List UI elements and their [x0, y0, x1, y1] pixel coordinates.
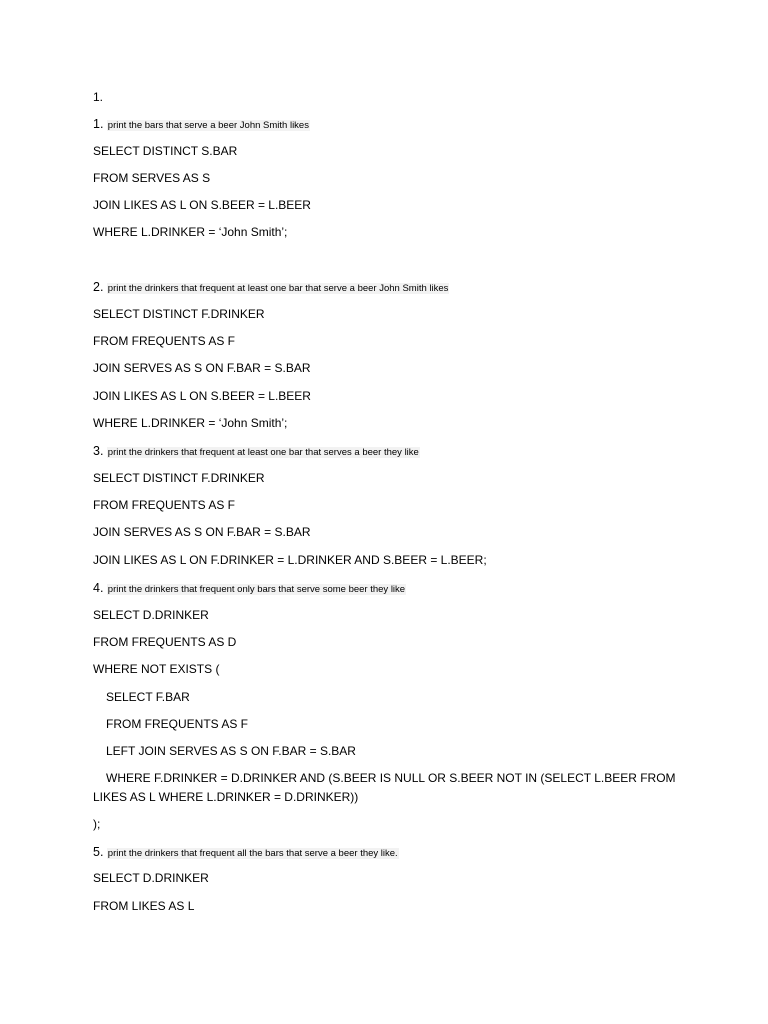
- question-number: 3.: [93, 444, 104, 458]
- question-line: [93, 843, 673, 863]
- question-line: [93, 115, 673, 135]
- sql-line: JOIN SERVES AS S ON F.BAR = S.BAR: [93, 525, 311, 539]
- sql-line: FROM FREQUENTS AS F: [93, 498, 236, 512]
- sql-line: JOIN LIKES AS L ON S.BEER = L.BEER: [93, 389, 311, 403]
- question-number: 4.: [93, 581, 104, 595]
- sql-line: FROM LIKES AS L: [93, 899, 195, 913]
- question-text: print the drinkers that frequent at least one bar that serve a beer John Smith likes: [107, 283, 449, 294]
- question-text: print the drinkers that frequent all the bars that serve a beer they like.: [107, 848, 398, 859]
- sql-line: WHERE L.DRINKER = ‘John Smith’;: [93, 225, 288, 239]
- sql-line: 1.: [93, 90, 104, 104]
- sql-line: FROM FREQUENTS AS F: [106, 717, 249, 731]
- sql-line: WHERE NOT EXISTS (: [93, 662, 220, 676]
- question-line: [93, 442, 673, 462]
- sql-line: LIKES AS L WHERE L.DRINKER = D.DRINKER)): [93, 790, 359, 804]
- sql-line: JOIN SERVES AS S ON F.BAR = S.BAR: [93, 361, 311, 375]
- question-number: 1.: [93, 117, 104, 131]
- question-text: print the bars that serve a beer John Smith likes: [107, 120, 309, 131]
- question-number: 2.: [93, 280, 104, 294]
- sql-line: WHERE L.DRINKER = ‘John Smith’;: [93, 416, 288, 430]
- question-number: 5.: [93, 845, 104, 859]
- sql-line: SELECT D.DRINKER: [93, 871, 209, 885]
- sql-line: FROM FREQUENTS AS F: [93, 334, 236, 348]
- sql-line: WHERE F.DRINKER = D.DRINKER AND (S.BEER IS NULL OR S.BEER NOT IN (SELECT L.BEER FROM: [106, 771, 676, 785]
- sql-line: FROM SERVES AS S: [93, 171, 211, 185]
- sql-line: JOIN LIKES AS L ON F.DRINKER = L.DRINKER AND S.BEER = L.BEER;: [93, 553, 487, 567]
- question-text: print the drinkers that frequent at least one bar that serves a beer they like: [107, 447, 419, 458]
- sql-line: SELECT DISTINCT S.BAR: [93, 144, 238, 158]
- question-line: [93, 579, 673, 599]
- sql-line: JOIN LIKES AS L ON S.BEER = L.BEER: [93, 198, 311, 212]
- sql-line: SELECT F.BAR: [106, 690, 190, 704]
- sql-line: SELECT D.DRINKER: [93, 608, 209, 622]
- sql-line: SELECT DISTINCT F.DRINKER: [93, 307, 265, 321]
- sql-line: );: [93, 817, 101, 831]
- sql-line: SELECT DISTINCT F.DRINKER: [93, 471, 265, 485]
- sql-line: FROM FREQUENTS AS D: [93, 635, 237, 649]
- question-text: print the drinkers that frequent only bars that serve some beer they like: [107, 584, 406, 595]
- sql-line: LEFT JOIN SERVES AS S ON F.BAR = S.BAR: [106, 744, 356, 758]
- question-line: [93, 278, 673, 298]
